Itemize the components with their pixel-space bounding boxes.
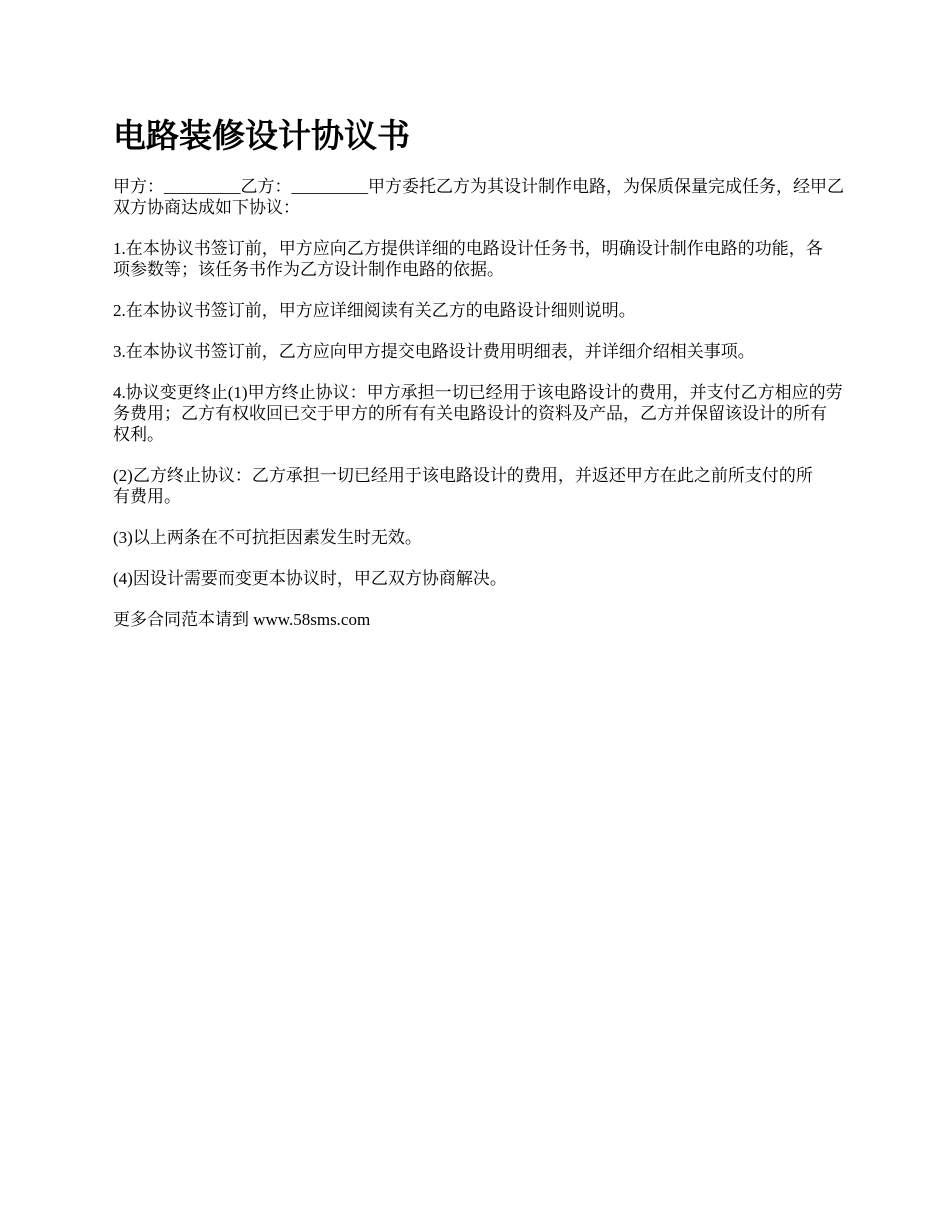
clause-4-3: (3)以上两条在不可抗拒因素发生时无效。 [113,528,422,547]
clause-4-4: (4)因设计需要而变更本协议时，甲乙双方协商解决。 [113,569,507,588]
clause-3: 3.在本协议书签订前，乙方应向甲方提交电路设计费用明细表，并详细介绍相关事项。 [113,342,755,361]
document-title: 电路装修设计协议书 [113,116,410,155]
clause-4: 4.协议变更终止(1)甲方终止协议：甲方承担一切已经用于该电路设计的费用，并支付乙方相应的劳务费用；乙方有权收回已交于甲方的所有有关电路设计的资料及产品，乙方并保留该设计的所有权利。 [113,383,843,444]
intro-paragraph: 甲方：_________乙方：_________甲方委托乙方为其设计制作电路，为保质保量完成任务，经甲乙双方协商达成如下协议： [113,177,844,217]
document-page [113,110,858,650]
clause-2: 2.在本协议书签订前，甲方应详细阅读有关乙方的电路设计细则说明。 [113,301,636,320]
clause-4-2: (2)乙方终止协议：乙方承担一切已经用于该电路设计的费用，并返还甲方在此之前所支付的所有费用。 [113,466,813,506]
footer-note: 更多合同范本请到 www.58sms.com [113,610,371,629]
clause-1: 1.在本协议书签订前，甲方应向乙方提供详细的电路设计任务书，明确设计制作电路的功能，各项参数等；该任务书作为乙方设计制作电路的依据。 [113,239,823,279]
